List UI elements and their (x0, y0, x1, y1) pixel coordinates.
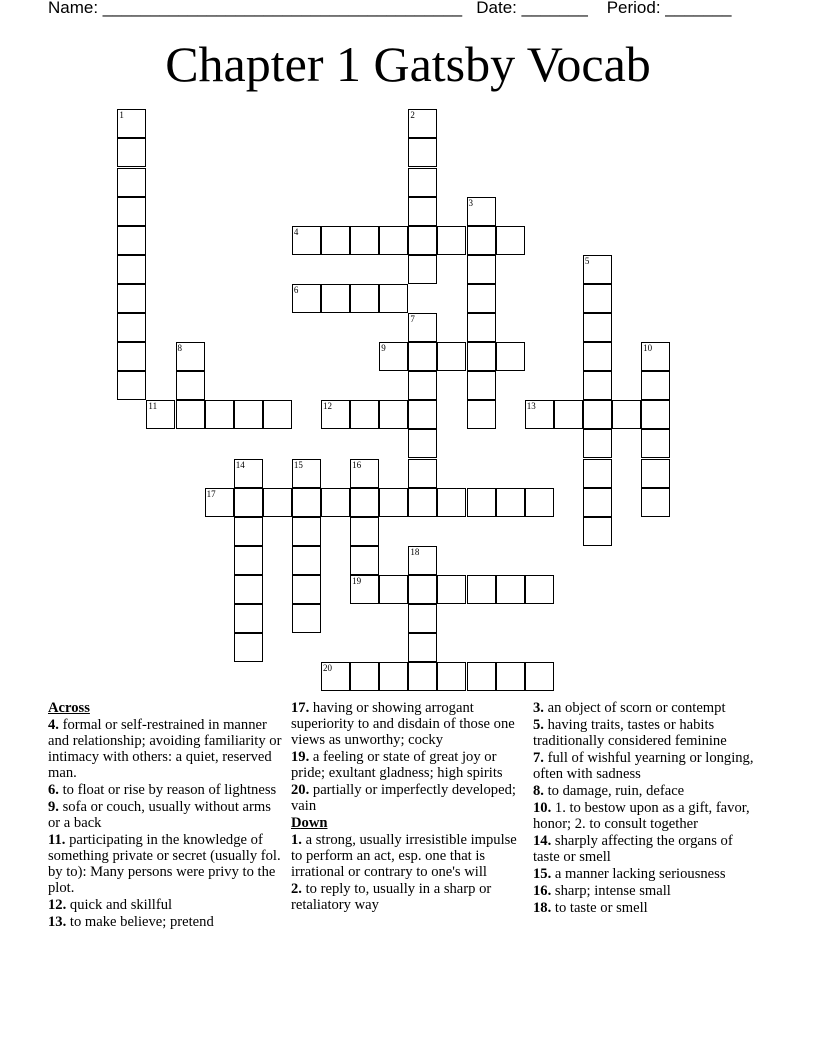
across-heading: Across (48, 700, 90, 716)
crossword-cell[interactable] (117, 226, 146, 255)
crossword-cell[interactable] (205, 488, 234, 517)
crossword-cell[interactable] (408, 138, 437, 167)
clue-number: 4 (293, 226, 299, 237)
clue-column-2 (291, 700, 523, 914)
crossword-cell[interactable] (117, 197, 146, 226)
crossword-cell[interactable] (379, 400, 408, 429)
crossword-cell[interactable] (379, 662, 408, 691)
clue-number: 7 (410, 314, 415, 324)
crossword-cell[interactable] (234, 517, 263, 546)
clue-down-1: 1. a strong, usually irresistible impulse to perform an act, esp. one that is irrational or contrary to one's will (291, 832, 517, 880)
clue-number: 18 (410, 546, 420, 557)
crossword-cell[interactable] (641, 459, 670, 488)
crossword-cell[interactable] (234, 459, 263, 488)
crossword-cell[interactable] (437, 575, 466, 604)
clue-column-1 (48, 700, 284, 931)
crossword-cell[interactable] (641, 342, 670, 371)
clue-down-3: 3. an object of scorn or contempt (533, 700, 726, 716)
crossword-cell[interactable] (641, 429, 670, 458)
crossword-cell[interactable] (408, 400, 437, 429)
page-title: Chapter 1 Gatsby Vocab (165, 36, 651, 92)
crossword-cell[interactable] (292, 226, 321, 255)
crossword-cell[interactable] (408, 546, 437, 575)
crossword-cell[interactable] (146, 400, 175, 429)
crossword-cell[interactable] (467, 284, 496, 313)
crossword-cell[interactable] (292, 488, 321, 517)
crossword-cell[interactable] (205, 400, 234, 429)
crossword-cell[interactable] (321, 662, 350, 691)
crossword-cell[interactable] (408, 604, 437, 633)
crossword-cell[interactable] (583, 517, 612, 546)
crossword-cell[interactable] (496, 662, 525, 691)
crossword-cell[interactable] (467, 342, 496, 371)
crossword-cell[interactable] (583, 255, 612, 284)
crossword-cell[interactable] (583, 342, 612, 371)
clue-across-11: 11. participating in the knowledge of something private or secret (usually fol. by to): Many persons were privy to the plot. (48, 832, 281, 896)
crossword-cell[interactable] (350, 226, 379, 255)
crossword-cell[interactable] (467, 662, 496, 691)
crossword-cell[interactable] (408, 342, 437, 371)
crossword-cell[interactable] (263, 400, 292, 429)
clue-across-12: 12. quick and skillful (48, 897, 173, 913)
period-label: Period: (606, 0, 666, 17)
crossword-cell[interactable] (437, 488, 466, 517)
clue-number: 6 (293, 284, 299, 295)
clue-number: 1 (119, 110, 124, 121)
clue-number: 8 (177, 343, 182, 354)
crossword-cell[interactable] (496, 342, 525, 371)
crossword-cell[interactable] (583, 459, 612, 488)
clue-down-10: 10. 1. to bestow upon as a gift, favor, honor; 2. to consult together (533, 800, 750, 832)
crossword-cell[interactable] (117, 168, 146, 197)
crossword-cell[interactable] (263, 488, 292, 517)
crossword-cell[interactable] (583, 284, 612, 313)
crossword-cell[interactable] (554, 400, 583, 429)
crossword-cell[interactable] (379, 488, 408, 517)
clue-number: 19 (352, 575, 362, 586)
crossword-cell[interactable] (408, 197, 437, 226)
clue-number: 16 (352, 459, 362, 470)
crossword-cell[interactable] (117, 284, 146, 313)
crossword-cell[interactable] (117, 255, 146, 284)
date-label: Date: (476, 0, 522, 17)
crossword-cell[interactable] (408, 575, 437, 604)
crossword-cell[interactable] (234, 604, 263, 633)
clue-across-4: 4. formal or self-restrained in manner and relationship; avoiding familiarity or intimacy with others: a quiet, reserved man. (48, 717, 282, 781)
clue-down-18: 18. to taste or smell (533, 900, 648, 916)
crossword-cell[interactable] (350, 662, 379, 691)
crossword-cell[interactable] (467, 226, 496, 255)
crossword-cell[interactable] (437, 342, 466, 371)
crossword-cell[interactable] (321, 488, 350, 517)
clue-number: 17 (206, 488, 216, 499)
crossword-cell[interactable] (234, 575, 263, 604)
crossword-cell[interactable] (496, 575, 525, 604)
clue-number: 20 (323, 663, 332, 674)
clue-across-13: 13. to make believe; pretend (48, 914, 214, 930)
crossword-cell[interactable] (117, 138, 146, 167)
crossword-cell[interactable] (408, 226, 437, 255)
crossword-cell[interactable] (437, 226, 466, 255)
crossword-cell[interactable] (408, 255, 437, 284)
clue-down-5: 5. having traits, tastes or habits traditionally considered feminine (533, 717, 727, 749)
crossword-cell[interactable] (467, 371, 496, 400)
crossword-cell[interactable] (350, 575, 379, 604)
crossword-cell[interactable] (292, 575, 321, 604)
crossword-cell[interactable] (350, 546, 379, 575)
clue-across-20: 20. partially or imperfectly developed; vain (291, 782, 516, 814)
crossword-cell[interactable] (408, 109, 437, 138)
crossword-cell[interactable] (408, 168, 437, 197)
crossword-cell[interactable] (321, 284, 350, 313)
clue-across-17: 17. having or showing arrogant superiority to and disdain of those one views as unworthy; cocky (291, 700, 515, 748)
crossword-cell[interactable] (408, 488, 437, 517)
clue-across-6: 6. to float or rise by reason of lightness (48, 782, 277, 798)
crossword-cell[interactable] (525, 662, 554, 691)
crossword-cell[interactable] (583, 488, 612, 517)
clue-number: 11 (148, 401, 158, 412)
clue-number: 3 (468, 197, 473, 208)
crossword-cell[interactable] (641, 488, 670, 517)
clue-number: 13 (526, 401, 536, 412)
crossword-cell[interactable] (379, 342, 408, 371)
clue-number: 5 (584, 255, 590, 266)
crossword-cell[interactable] (408, 313, 437, 342)
clue-down-14: 14. sharply affecting the organs of taste or smell (533, 833, 733, 865)
clue-down-7: 7. full of wishful yearning or longing, often with sadness (533, 750, 754, 782)
clue-number: 12 (323, 401, 332, 412)
crossword-cell[interactable] (234, 488, 263, 517)
clue-down-8: 8. to damage, ruin, deface (533, 783, 685, 799)
crossword-cell[interactable] (496, 226, 525, 255)
crossword-cell[interactable] (350, 459, 379, 488)
clue-across-9: 9. sofa or couch, usually without arms or a back (48, 799, 271, 831)
crossword-cell[interactable] (321, 226, 350, 255)
crossword-cell[interactable] (292, 517, 321, 546)
date-field[interactable]: _______ (521, 0, 588, 17)
crossword-cell[interactable] (408, 662, 437, 691)
crossword-cell[interactable] (612, 400, 641, 429)
crossword-cell[interactable] (379, 284, 408, 313)
crossword-cell[interactable] (583, 400, 612, 429)
crossword-cell[interactable] (234, 400, 263, 429)
crossword-cell[interactable] (292, 604, 321, 633)
crossword-cell[interactable] (467, 400, 496, 429)
crossword-cell[interactable] (583, 313, 612, 342)
crossword-cell[interactable] (583, 429, 612, 458)
crossword-cell[interactable] (176, 342, 205, 371)
crossword-cell[interactable] (234, 633, 263, 662)
crossword-cell[interactable] (350, 284, 379, 313)
clue-down-16: 16. sharp; intense small (533, 883, 671, 899)
crossword-cell[interactable] (117, 109, 146, 138)
down-heading: Down (291, 815, 328, 831)
crossword-cell[interactable] (292, 546, 321, 575)
crossword-cell[interactable] (583, 371, 612, 400)
crossword-cell[interactable] (525, 488, 554, 517)
clue-across-19: 19. a feeling or state of great joy or pride; exultant gladness; high spirits (291, 749, 503, 781)
clue-number: 10 (643, 343, 653, 354)
crossword-cell[interactable] (350, 400, 379, 429)
crossword-cell[interactable] (117, 313, 146, 342)
crossword-cell[interactable] (467, 488, 496, 517)
crossword-cell[interactable] (408, 633, 437, 662)
crossword-cell[interactable] (467, 575, 496, 604)
crossword-cell[interactable] (350, 488, 379, 517)
clue-down-2: 2. to reply to, usually in a sharp or retaliatory way (291, 881, 492, 913)
crossword-cell[interactable] (467, 255, 496, 284)
clue-column-3 (533, 700, 761, 917)
crossword-cell[interactable] (117, 342, 146, 371)
crossword-cell[interactable] (234, 546, 263, 575)
crossword-cell[interactable] (467, 197, 496, 226)
clue-number: 15 (293, 459, 303, 470)
crossword-cell[interactable] (176, 400, 205, 429)
crossword-cell[interactable] (467, 313, 496, 342)
name-label: Name: (48, 0, 103, 17)
crossword-cell[interactable] (641, 371, 670, 400)
crossword-cell[interactable] (408, 459, 437, 488)
name-field[interactable]: ______________________________________ (102, 0, 463, 17)
crossword-cell[interactable] (292, 284, 321, 313)
crossword-cell[interactable] (496, 488, 525, 517)
crossword-cell[interactable] (350, 517, 379, 546)
crossword-cell[interactable] (525, 400, 554, 429)
crossword-cell[interactable] (408, 371, 437, 400)
clue-number: 2 (410, 110, 415, 121)
crossword-cell[interactable] (437, 662, 466, 691)
crossword-cell[interactable] (641, 400, 670, 429)
crossword-cell[interactable] (292, 459, 321, 488)
clue-number: 9 (381, 343, 386, 354)
clue-down-15: 15. a manner lacking seriousness (533, 866, 726, 882)
crossword-cell[interactable] (379, 575, 408, 604)
crossword-cell[interactable] (525, 575, 554, 604)
crossword-cell[interactable] (176, 371, 205, 400)
clue-number: 14 (235, 459, 245, 470)
crossword-cell[interactable] (321, 400, 350, 429)
crossword-cell[interactable] (408, 429, 437, 458)
crossword-cell[interactable] (379, 226, 408, 255)
crossword-cell[interactable] (117, 371, 146, 400)
period-field[interactable]: _______ (665, 0, 732, 17)
